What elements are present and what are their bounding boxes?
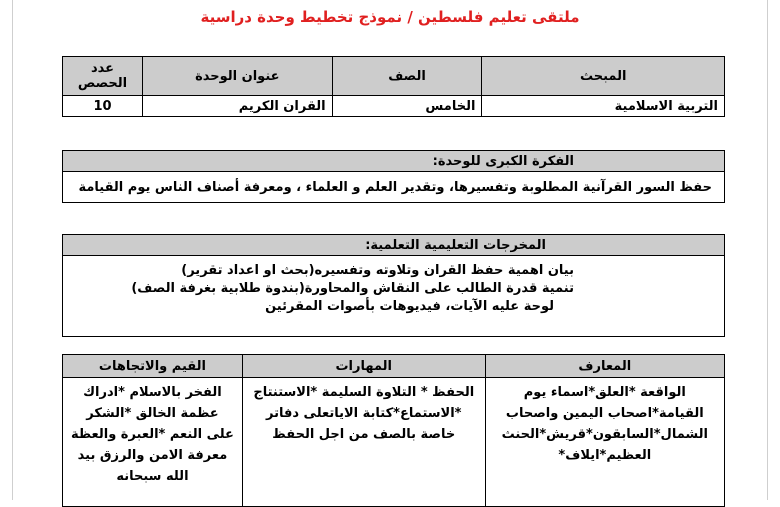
periods-header-line1: عدد bbox=[90, 61, 115, 76]
grade-value: الخامس bbox=[332, 96, 482, 117]
outcomes-list bbox=[63, 256, 725, 337]
components-table bbox=[62, 354, 725, 507]
knowledge-line: الواقعة *العلق*اسماء يوم bbox=[523, 385, 686, 400]
unit-info-table bbox=[62, 56, 725, 117]
skills-header: المهارات bbox=[242, 355, 485, 378]
skills-line: خاصة بالصف من اجل الحفظ bbox=[272, 427, 456, 442]
big-idea-table bbox=[62, 150, 725, 203]
outcomes-header: المخرجات التعليمية التعلمية: bbox=[63, 235, 725, 256]
skills-line: الحفظ * التلاوة السليمة *الاستنتاج bbox=[253, 385, 475, 400]
outcome-line: لوحة عليه الآيات، فيديوهات بأصوات المقرئين bbox=[265, 299, 554, 314]
periods-value: 10 bbox=[63, 96, 143, 117]
knowledge-cell bbox=[485, 378, 724, 507]
outcome-line: تنمية قدرة الطالب على النقاش والمحاورة(بندوة طلابية بغرفة الصف) bbox=[131, 281, 574, 296]
values-line: الفخر بالاسلام *ادراك bbox=[83, 385, 222, 400]
big-idea-header: الفكرة الكبرى للوحدة: bbox=[63, 151, 725, 172]
knowledge-line: القيامة*اصحاب اليمين واصحاب bbox=[505, 406, 704, 421]
values-line: على النعم *العبرة والعظة bbox=[70, 427, 234, 442]
knowledge-line: الشمال*السابقون*قريش*الحنث bbox=[501, 427, 708, 442]
subject-header: المبحث bbox=[482, 57, 725, 96]
document-title: ملتقى تعليم فلسطين / نموذج تخطيط وحدة دراسية bbox=[200, 8, 580, 26]
big-idea-text: حفظ السور القرآنية المطلوبة وتفسيرها، وتقدير العلم و العلماء ، ومعرفة أصناف الناس يوم القيامة bbox=[63, 172, 725, 203]
periods-header bbox=[63, 57, 143, 96]
skills-cell bbox=[242, 378, 485, 507]
grade-header: الصف bbox=[332, 57, 482, 96]
knowledge-header: المعارف bbox=[485, 355, 724, 378]
unit-title-header: عنوان الوحدة bbox=[142, 57, 332, 96]
values-line: معرفة الامن والرزق بيد bbox=[77, 448, 228, 463]
periods-header-line2: الحصص bbox=[77, 76, 128, 91]
subject-value: التربية الاسلامية bbox=[482, 96, 725, 117]
values-line: عظمة الخالق *الشكر bbox=[86, 406, 219, 421]
values-cell bbox=[63, 378, 243, 507]
values-line: الله سبحانه bbox=[116, 469, 189, 484]
outcomes-table bbox=[62, 234, 725, 337]
values-header: القيم والاتجاهات bbox=[63, 355, 243, 378]
skills-line: *الاستماع*كتابة الاياتعلى دفاتر bbox=[266, 406, 462, 421]
knowledge-line: العظيم*ايلاف* bbox=[558, 448, 652, 463]
outcome-line: بيان اهمية حفظ القران وتلاوته وتفسيره(بحث او اعداد تقرير) bbox=[181, 263, 574, 278]
page-margin-right bbox=[767, 0, 768, 500]
unit-title-value: القران الكريم bbox=[142, 96, 332, 117]
page-margin-left bbox=[12, 0, 13, 500]
